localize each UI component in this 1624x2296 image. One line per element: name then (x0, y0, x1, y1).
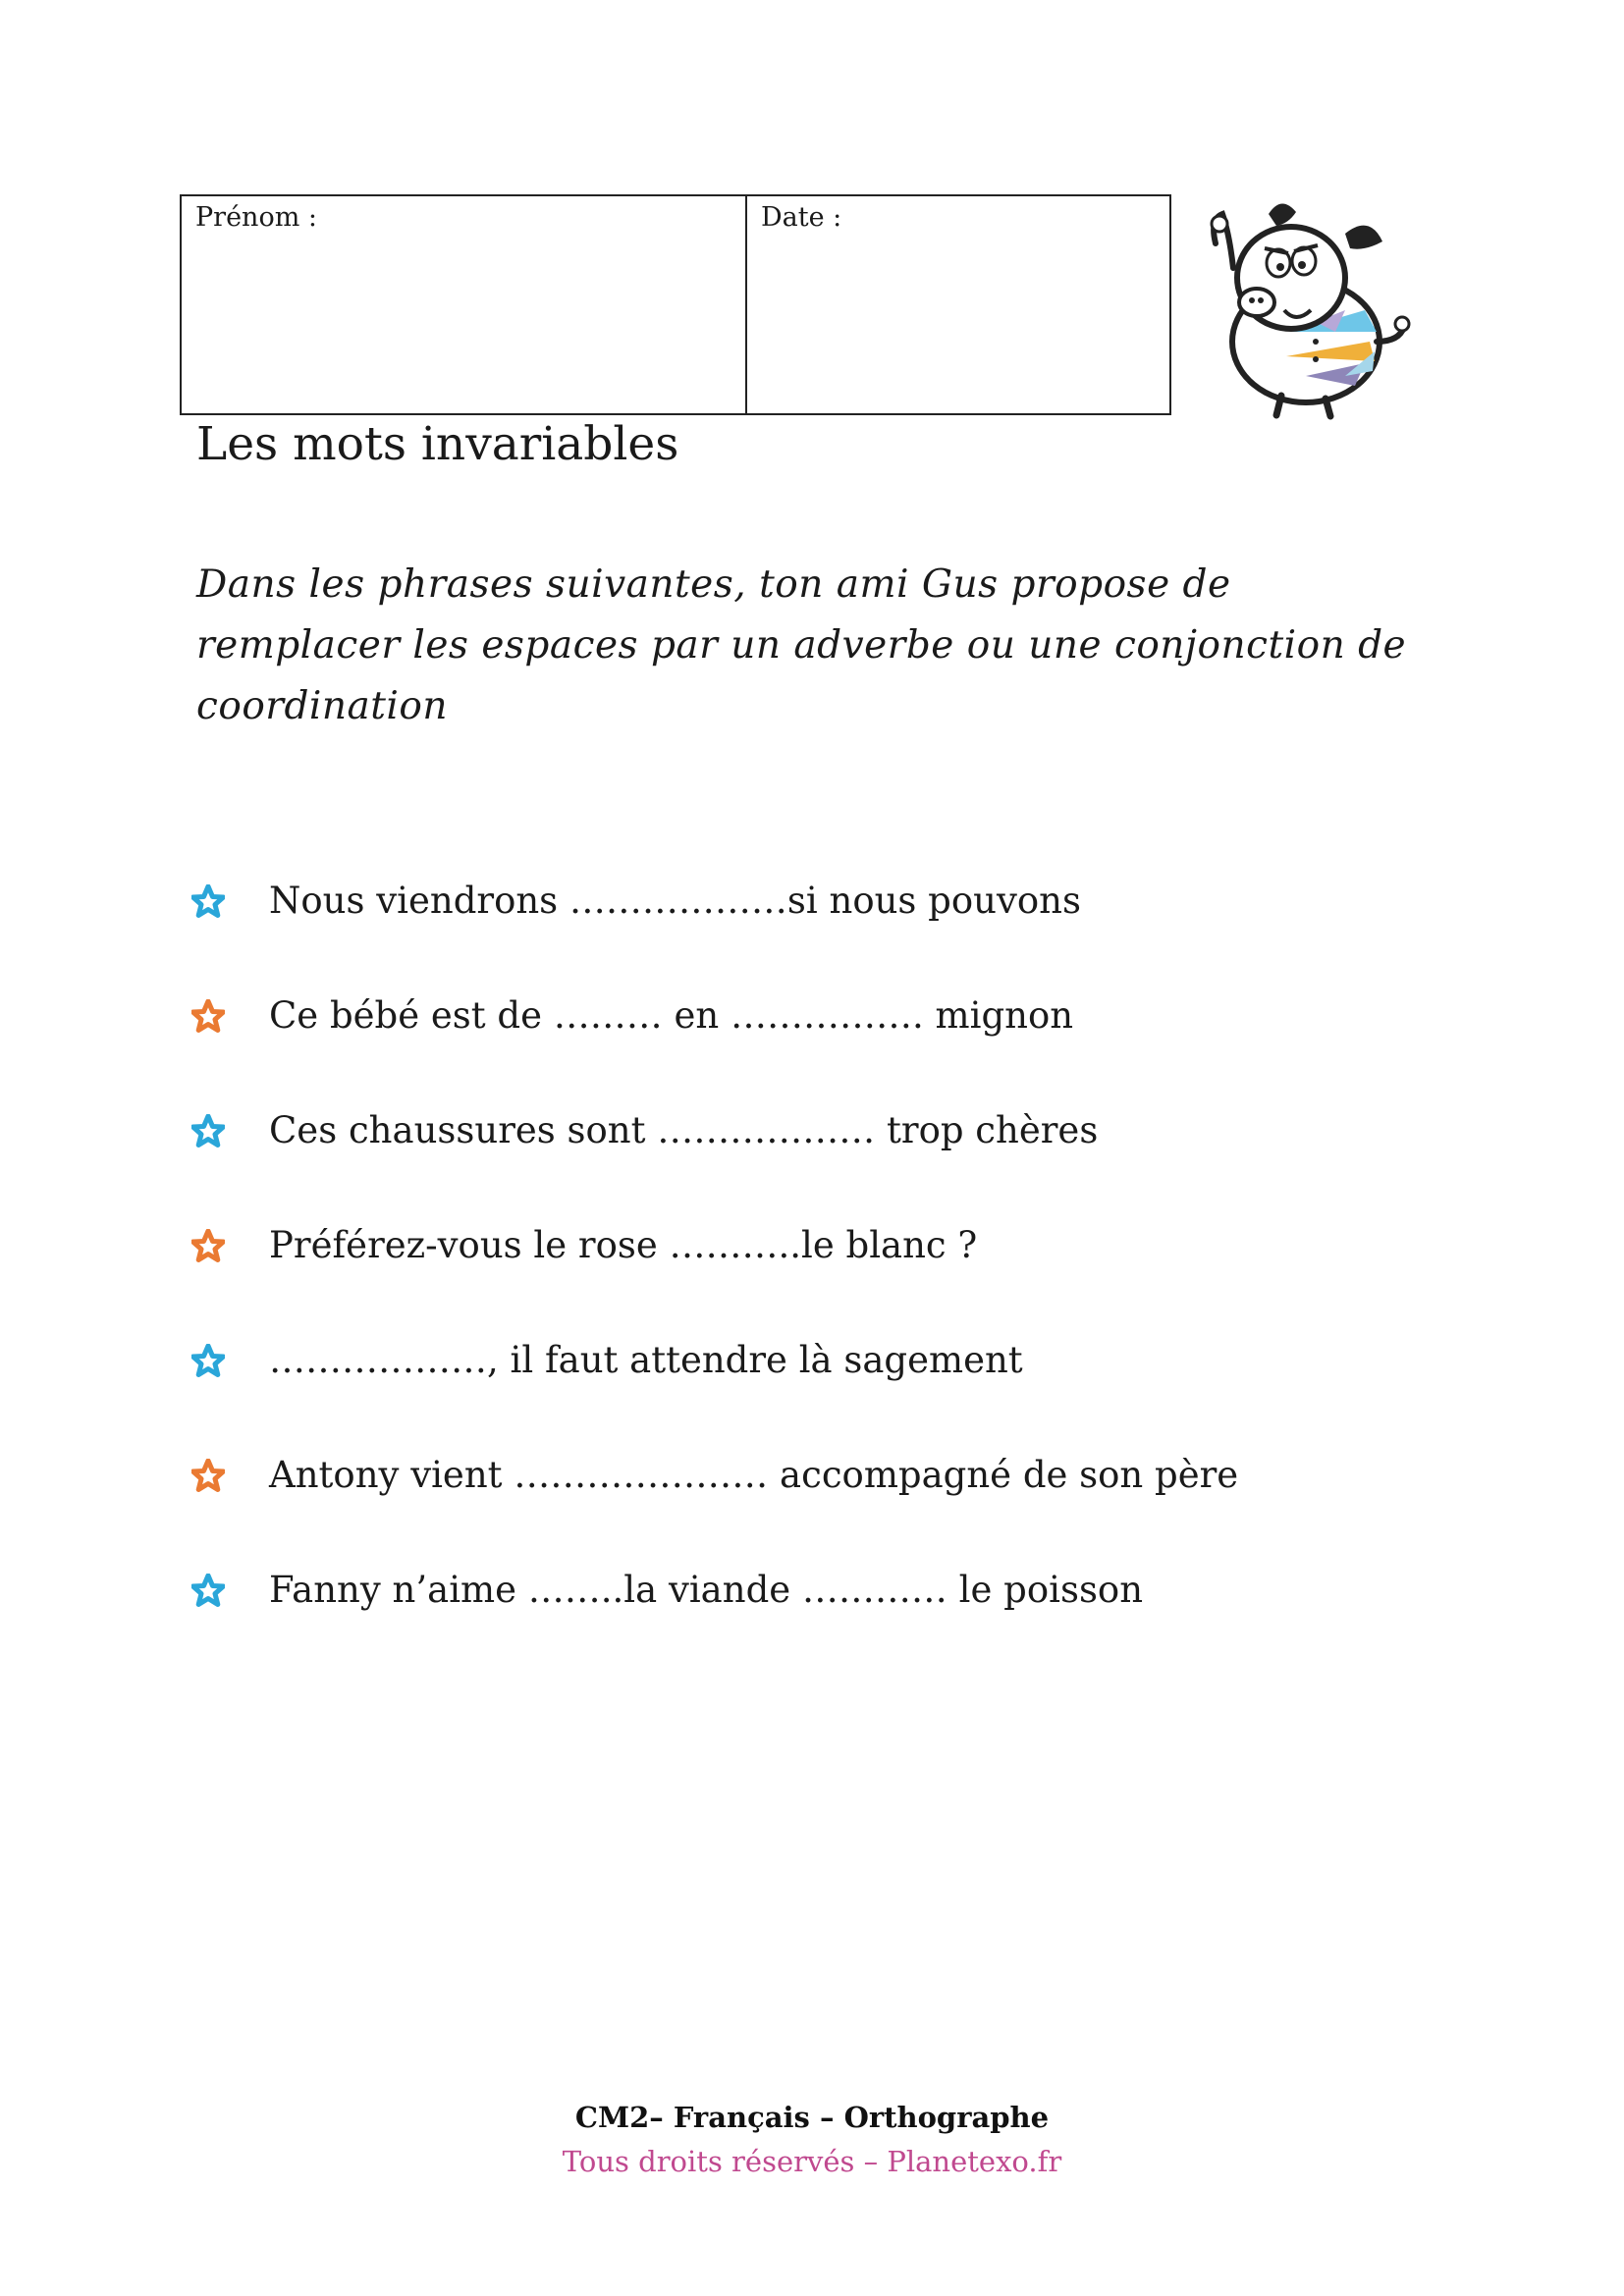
exercise-sentence: Préférez-vous le rose ………..le blanc ? (269, 1224, 978, 1266)
star-icon (191, 999, 225, 1033)
name-field[interactable] (182, 196, 747, 413)
exercise-sentence: Ces chaussures sont ……………… trop chères (269, 1109, 1099, 1151)
star-icon (191, 1344, 225, 1377)
name-label: Prénom : (195, 202, 317, 233)
sheep-mascot-icon (1198, 194, 1414, 420)
star-icon (191, 1229, 225, 1262)
star-icon (191, 884, 225, 918)
exercise-item (191, 984, 1238, 1098)
exercise-item (191, 1098, 1238, 1213)
exercise-sentence: Nous viendrons ………………si nous pouvons (269, 880, 1081, 922)
star-icon (191, 1459, 225, 1492)
instruction-text: Dans les phrases suivantes, ton ami Gus propose de remplacer les espaces par un adverbe ou une conjonction de coordination (196, 562, 1407, 728)
footer-subject: CM2– Français – Orthographe (574, 2101, 1050, 2134)
exercise-item (191, 1558, 1238, 1673)
date-label: Date : (761, 202, 842, 233)
exercise-item (191, 869, 1238, 984)
exercise-sentence: Antony vient ………………… accompagné de son père (269, 1454, 1239, 1496)
exercise-sentence: ………………, il faut attendre là sagement (269, 1339, 1023, 1381)
footer-copyright: Tous droits réservés – Planetexo.fr (562, 2145, 1062, 2178)
exercise-list (191, 869, 1238, 1673)
star-icon (191, 1114, 225, 1148)
exercise-item (191, 1213, 1238, 1328)
exercise-item (191, 1328, 1238, 1443)
exercise-sentence: Ce bébé est de ……… en ……………. mignon (269, 994, 1074, 1037)
star-icon (191, 1574, 225, 1607)
exercise-sentence: Fanny n’aime ……..la viande ………… le poisson (269, 1569, 1144, 1611)
page-title: Les mots invariables (196, 417, 679, 471)
date-field[interactable] (747, 196, 1169, 413)
student-info-table (180, 194, 1171, 415)
exercise-item (191, 1443, 1238, 1558)
